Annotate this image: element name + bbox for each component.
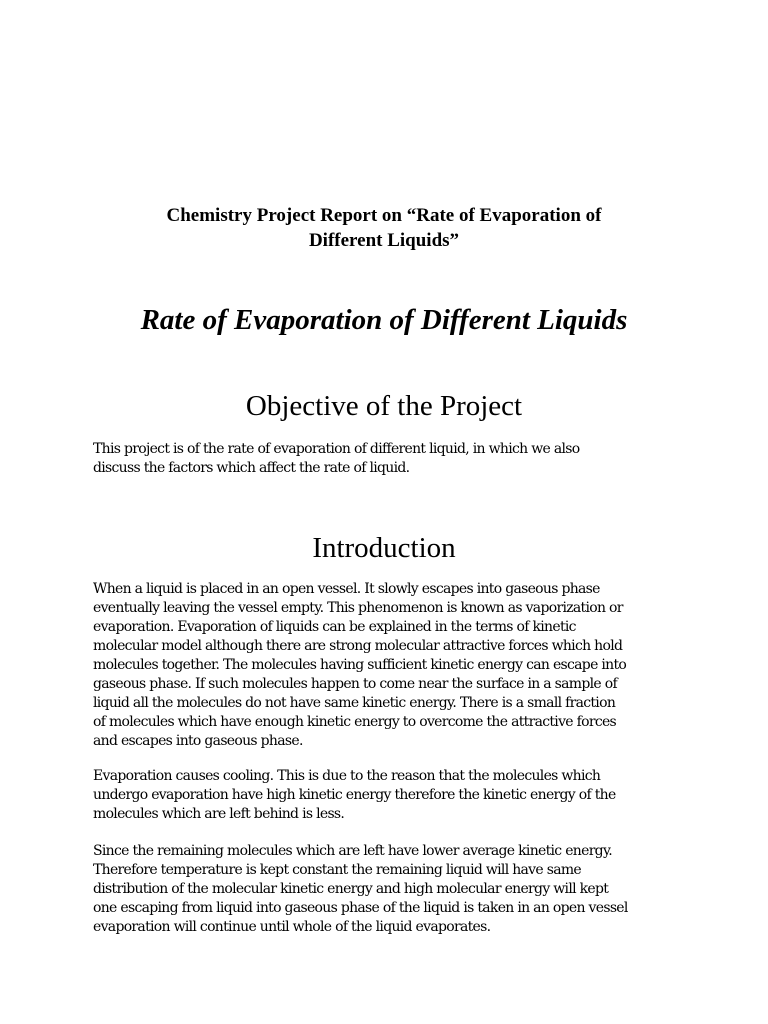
text-line: discuss the factors which affect the rate of liquid. <box>93 460 410 476</box>
text-line: one escaping from liquid into gaseous phase of the liquid is taken in an open vessel <box>93 900 628 916</box>
text-line: undergo evaporation have high kinetic energy therefore the kinetic energy of the <box>93 787 616 803</box>
text-line: Therefore temperature is kept constant the remaining liquid will have same <box>93 862 582 878</box>
text-line: distribution of the molecular kinetic energy and high molecular energy will kept <box>93 881 609 897</box>
introduction-paragraph-2 <box>93 767 683 824</box>
text-line: This project is of the rate of evaporation of different liquid, in which we also <box>93 441 580 457</box>
text-line: and escapes into gaseous phase. <box>93 733 303 749</box>
text-line: molecules which are left behind is less. <box>93 806 345 822</box>
objective-heading: Objective of the Project <box>245 390 523 422</box>
report-title-line: Chemistry Project Report on “Rate of Evaporation of <box>166 205 602 226</box>
introduction-paragraph-1 <box>93 580 683 751</box>
objective-paragraph <box>93 440 683 478</box>
text-line: evaporation. Evaporation of liquids can be explained in the terms of kinetic <box>93 619 576 635</box>
text-line: molecules together. The molecules having sufficient kinetic energy can escape into <box>93 657 627 673</box>
report-title <box>90 203 678 253</box>
text-line: liquid all the molecules do not have same kinetic energy. There is a small fraction <box>93 695 616 711</box>
text-line: molecular model although there are strong molecular attractive forces which hold <box>93 638 623 654</box>
text-line: Evaporation causes cooling. This is due to the reason that the molecules which <box>93 768 601 784</box>
text-line: evaporation will continue until whole of the liquid evaporates. <box>93 919 491 935</box>
introduction-paragraph-3 <box>93 842 683 937</box>
introduction-heading: Introduction <box>312 532 456 564</box>
main-title: Rate of Evaporation of Different Liquids <box>140 304 628 336</box>
text-line: Since the remaining molecules which are left have lower average kinetic energy. <box>93 843 613 859</box>
text-line: When a liquid is placed in an open vessel. It slowly escapes into gaseous phase <box>93 581 600 597</box>
text-line: of molecules which have enough kinetic energy to overcome the attractive forces <box>93 714 617 730</box>
report-title-line: Different Liquids” <box>308 230 460 251</box>
text-line: eventually leaving the vessel empty. This phenomenon is known as vaporization or <box>93 600 623 616</box>
text-line: gaseous phase. If such molecules happen to come near the surface in a sample of <box>93 676 617 692</box>
